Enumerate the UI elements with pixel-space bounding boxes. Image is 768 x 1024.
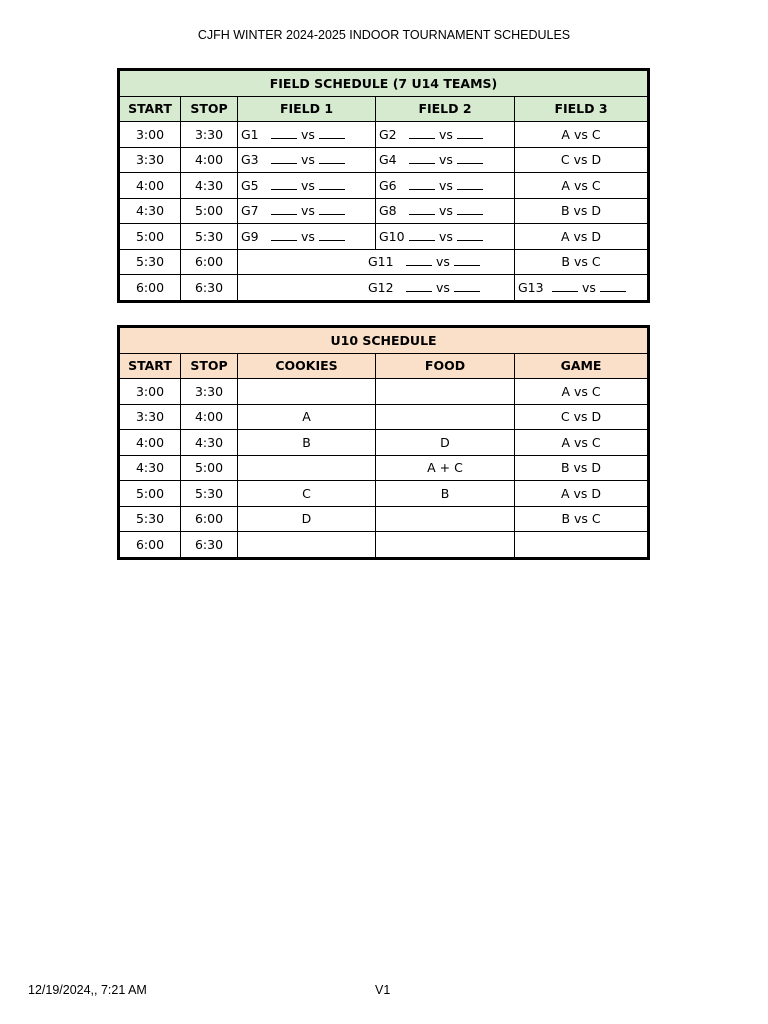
team-blank bbox=[457, 179, 483, 190]
food-cell: D bbox=[376, 430, 515, 456]
team-blank bbox=[406, 281, 432, 292]
game-id: G7 bbox=[241, 203, 259, 219]
team-blank bbox=[319, 179, 345, 190]
team-blank bbox=[319, 128, 345, 139]
table-row bbox=[119, 198, 649, 224]
column-header-field-2: FIELD 2 bbox=[376, 96, 515, 122]
field-3-matchup: A vs C bbox=[515, 122, 649, 148]
stop-time: 3:30 bbox=[181, 122, 238, 148]
start-time: 5:00 bbox=[119, 481, 181, 507]
team-blank bbox=[457, 153, 483, 164]
game-id: G13 bbox=[518, 279, 544, 295]
cookies-cell bbox=[238, 379, 376, 405]
team-blank bbox=[457, 230, 483, 241]
stop-time: 4:30 bbox=[181, 173, 238, 199]
game-cell: A vs C bbox=[515, 430, 649, 456]
food-cell bbox=[376, 404, 515, 430]
game-id: G5 bbox=[241, 177, 259, 193]
vs-label: vs bbox=[582, 279, 596, 295]
game-slot bbox=[376, 198, 515, 224]
vs-label: vs bbox=[439, 152, 453, 168]
game-slot bbox=[376, 147, 515, 173]
vs-label: vs bbox=[436, 254, 450, 270]
team-blank bbox=[271, 204, 297, 215]
column-header-stop: STOP bbox=[181, 96, 238, 122]
start-time: 4:30 bbox=[119, 198, 181, 224]
game-slot bbox=[515, 275, 649, 302]
column-header-start: START bbox=[119, 353, 181, 379]
game-id: G4 bbox=[379, 152, 397, 168]
team-blank bbox=[406, 255, 432, 266]
field-3-matchup: B vs C bbox=[515, 249, 649, 275]
column-header-field-1: FIELD 1 bbox=[238, 96, 376, 122]
team-blank bbox=[457, 204, 483, 215]
stop-time: 5:00 bbox=[181, 455, 238, 481]
stop-time: 6:30 bbox=[181, 275, 238, 302]
table-row bbox=[119, 249, 649, 275]
stop-time: 6:00 bbox=[181, 249, 238, 275]
start-time: 4:30 bbox=[119, 455, 181, 481]
column-header-food: FOOD bbox=[376, 353, 515, 379]
table-row bbox=[119, 275, 649, 302]
start-time: 4:00 bbox=[119, 173, 181, 199]
team-blank bbox=[457, 128, 483, 139]
field-3-matchup: A vs C bbox=[515, 173, 649, 199]
stop-time: 4:30 bbox=[181, 430, 238, 456]
table-row bbox=[119, 481, 649, 507]
team-blank bbox=[409, 128, 435, 139]
team-blank bbox=[454, 255, 480, 266]
vs-label: vs bbox=[439, 126, 453, 142]
field-schedule-title: FIELD SCHEDULE (7 U14 TEAMS) bbox=[119, 70, 649, 97]
table-row bbox=[119, 404, 649, 430]
table-row bbox=[119, 506, 649, 532]
start-time: 3:30 bbox=[119, 404, 181, 430]
game-slot bbox=[238, 147, 376, 173]
page-title: CJFH WINTER 2024-2025 INDOOR TOURNAMENT SCHEDULES bbox=[197, 28, 571, 42]
game-slot bbox=[376, 224, 515, 250]
table-row bbox=[119, 455, 649, 481]
stop-time: 4:00 bbox=[181, 147, 238, 173]
game-cell: A vs C bbox=[515, 379, 649, 405]
game-id: G1 bbox=[241, 126, 259, 142]
start-time: 4:00 bbox=[119, 430, 181, 456]
food-cell bbox=[376, 506, 515, 532]
team-blank bbox=[319, 230, 345, 241]
team-blank bbox=[409, 230, 435, 241]
field-3-matchup: B vs D bbox=[515, 198, 649, 224]
column-header-game: GAME bbox=[515, 353, 649, 379]
table-row bbox=[119, 122, 649, 148]
vs-label: vs bbox=[301, 152, 315, 168]
game-slot bbox=[238, 249, 515, 275]
stop-time: 6:00 bbox=[181, 506, 238, 532]
start-time: 6:00 bbox=[119, 532, 181, 559]
game-cell: B vs D bbox=[515, 455, 649, 481]
stop-time: 5:00 bbox=[181, 198, 238, 224]
vs-label: vs bbox=[439, 228, 453, 244]
start-time: 5:00 bbox=[119, 224, 181, 250]
team-blank bbox=[409, 153, 435, 164]
column-header-start: START bbox=[119, 96, 181, 122]
team-blank bbox=[271, 179, 297, 190]
game-id: G12 bbox=[368, 279, 394, 295]
footer-timestamp: 12/19/2024,, 7:21 AM bbox=[28, 983, 147, 997]
team-blank bbox=[600, 281, 626, 292]
team-blank bbox=[271, 230, 297, 241]
vs-label: vs bbox=[439, 203, 453, 219]
food-cell bbox=[376, 379, 515, 405]
game-cell bbox=[515, 532, 649, 559]
column-header-stop: STOP bbox=[181, 353, 238, 379]
game-cell: B vs C bbox=[515, 506, 649, 532]
cookies-cell: B bbox=[238, 430, 376, 456]
u10-schedule-table bbox=[117, 325, 650, 560]
stop-time: 6:30 bbox=[181, 532, 238, 559]
food-cell: A + C bbox=[376, 455, 515, 481]
start-time: 5:30 bbox=[119, 506, 181, 532]
food-cell bbox=[376, 532, 515, 559]
game-cell: C vs D bbox=[515, 404, 649, 430]
vs-label: vs bbox=[439, 177, 453, 193]
cookies-cell bbox=[238, 455, 376, 481]
field-schedule-body bbox=[119, 122, 649, 302]
game-id: G2 bbox=[379, 126, 397, 142]
game-slot bbox=[238, 198, 376, 224]
cookies-cell: D bbox=[238, 506, 376, 532]
column-header-cookies: COOKIES bbox=[238, 353, 376, 379]
game-slot bbox=[238, 275, 515, 302]
table-row bbox=[119, 224, 649, 250]
vs-label: vs bbox=[301, 203, 315, 219]
game-id: G8 bbox=[379, 203, 397, 219]
table-row bbox=[119, 173, 649, 199]
u10-schedule-title: U10 SCHEDULE bbox=[119, 327, 649, 354]
cookies-cell bbox=[238, 532, 376, 559]
stop-time: 3:30 bbox=[181, 379, 238, 405]
field-3-matchup: A vs D bbox=[515, 224, 649, 250]
game-id: G3 bbox=[241, 152, 259, 168]
stop-time: 4:00 bbox=[181, 404, 238, 430]
table-row bbox=[119, 532, 649, 559]
start-time: 6:00 bbox=[119, 275, 181, 302]
column-header-field-3: FIELD 3 bbox=[515, 96, 649, 122]
footer-version: V1 bbox=[375, 983, 391, 997]
team-blank bbox=[319, 153, 345, 164]
cookies-cell: C bbox=[238, 481, 376, 507]
game-slot bbox=[376, 122, 515, 148]
start-time: 3:00 bbox=[119, 379, 181, 405]
start-time: 3:30 bbox=[119, 147, 181, 173]
game-id: G11 bbox=[368, 254, 394, 270]
start-time: 5:30 bbox=[119, 249, 181, 275]
stop-time: 5:30 bbox=[181, 224, 238, 250]
game-id: G6 bbox=[379, 177, 397, 193]
field-schedule-table bbox=[117, 68, 650, 303]
stop-time: 5:30 bbox=[181, 481, 238, 507]
table-row bbox=[119, 379, 649, 405]
team-blank bbox=[319, 204, 345, 215]
game-slot bbox=[376, 173, 515, 199]
team-blank bbox=[409, 179, 435, 190]
table-row bbox=[119, 147, 649, 173]
vs-label: vs bbox=[436, 279, 450, 295]
game-id: G10 bbox=[379, 228, 405, 244]
field-3-matchup: C vs D bbox=[515, 147, 649, 173]
start-time: 3:00 bbox=[119, 122, 181, 148]
vs-label: vs bbox=[301, 228, 315, 244]
vs-label: vs bbox=[301, 126, 315, 142]
game-slot bbox=[238, 173, 376, 199]
cookies-cell: A bbox=[238, 404, 376, 430]
food-cell: B bbox=[376, 481, 515, 507]
game-slot bbox=[238, 122, 376, 148]
team-blank bbox=[271, 128, 297, 139]
vs-label: vs bbox=[301, 177, 315, 193]
team-blank bbox=[454, 281, 480, 292]
team-blank bbox=[271, 153, 297, 164]
u10-schedule-body bbox=[119, 379, 649, 559]
team-blank bbox=[409, 204, 435, 215]
team-blank bbox=[552, 281, 578, 292]
game-slot bbox=[238, 224, 376, 250]
game-id: G9 bbox=[241, 228, 259, 244]
game-cell: A vs D bbox=[515, 481, 649, 507]
table-row bbox=[119, 430, 649, 456]
